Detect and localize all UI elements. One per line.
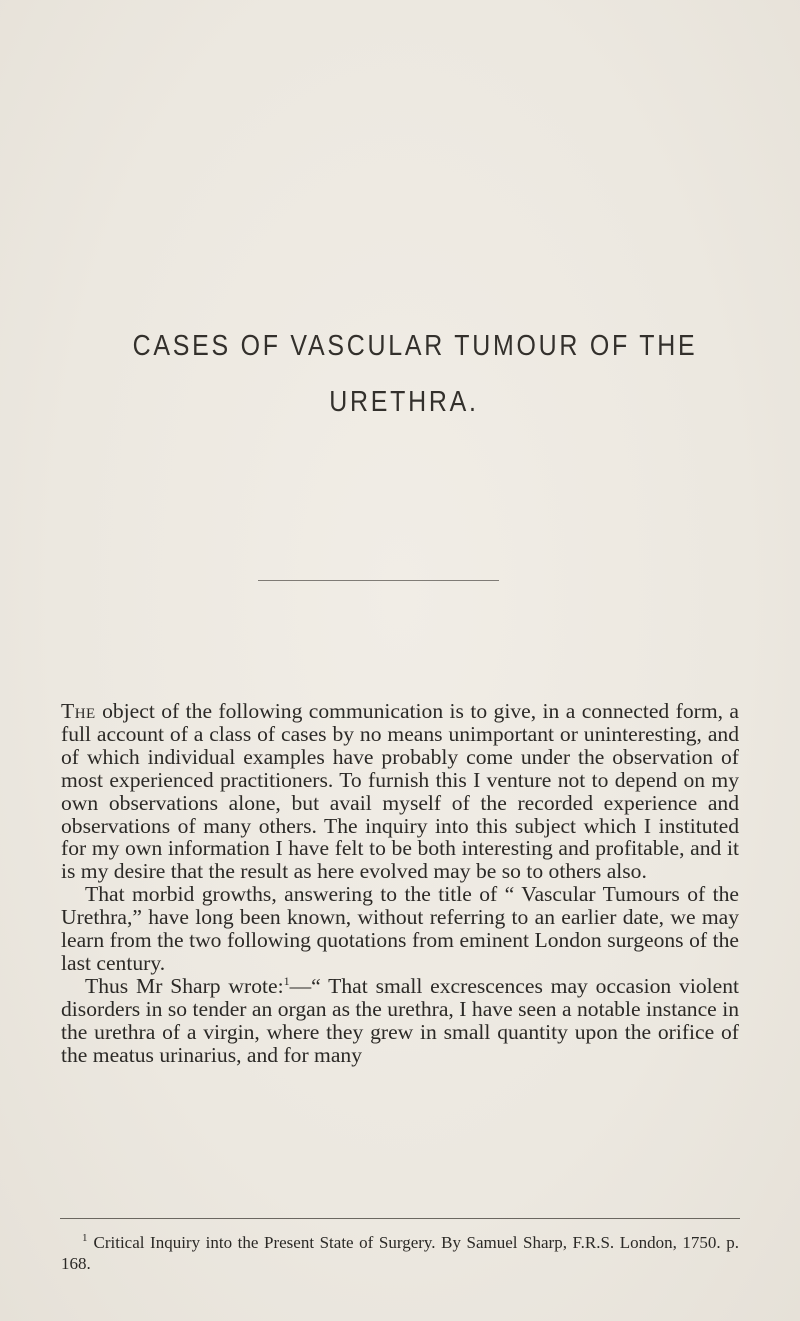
- footnote-number: 1: [82, 1232, 88, 1245]
- footnote-reference: 1: [283, 973, 290, 988]
- paragraph-3-text-start: Thus Mr Sharp wrote:: [85, 973, 284, 998]
- chapter-title-line-2: URETHRA.: [329, 386, 479, 418]
- paragraph-1-lead-word: The: [61, 699, 96, 723]
- paragraph-2: That morbid growths, answering to the title of “ Vascular Tumours of the Urethra,” have long been known, without referring to an earlier date, we may learn from the two following quotations from eminent London surgeons of the last century.: [61, 882, 739, 975]
- paragraph-3-text-end: —“ That small excrescences may occasion violent disorders in so tender an organ as the urethra, I have seen a notable instance in the urethra of a virgin, where they grew in small quantity upon the orifice of the meatus urinarius, and for many: [61, 973, 739, 1067]
- paragraph-3: [61, 975, 739, 1067]
- footnote-text: Critical Inquiry into the Present State of Surgery. By Samuel Sharp, F.R.S. London, 1750. p. 168.: [61, 1233, 739, 1273]
- paragraph-1-text: object of the following communication is to give, in a connected form, a full account of a class of cases by no means unimportant or uninteresting, and of which individual examples have probably come under the observation of most experienced practitioners. To furnish this I venture not to depend on my own observations alone, but avail myself of the recorded experience and observations of many others. The inquiry into this subject which I instituted for my own information I have felt to be both interesting and profitable, and it is my desire that the result as here evolved may be so to others also.: [61, 699, 739, 884]
- chapter-title-line-1: CASES OF VASCULAR TUMOUR OF THE: [132, 330, 698, 362]
- body-text: [61, 700, 739, 1067]
- footnote-divider: [60, 1218, 740, 1219]
- paragraph-1: [61, 700, 739, 883]
- footnote: [61, 1232, 739, 1274]
- title-divider: [258, 580, 499, 581]
